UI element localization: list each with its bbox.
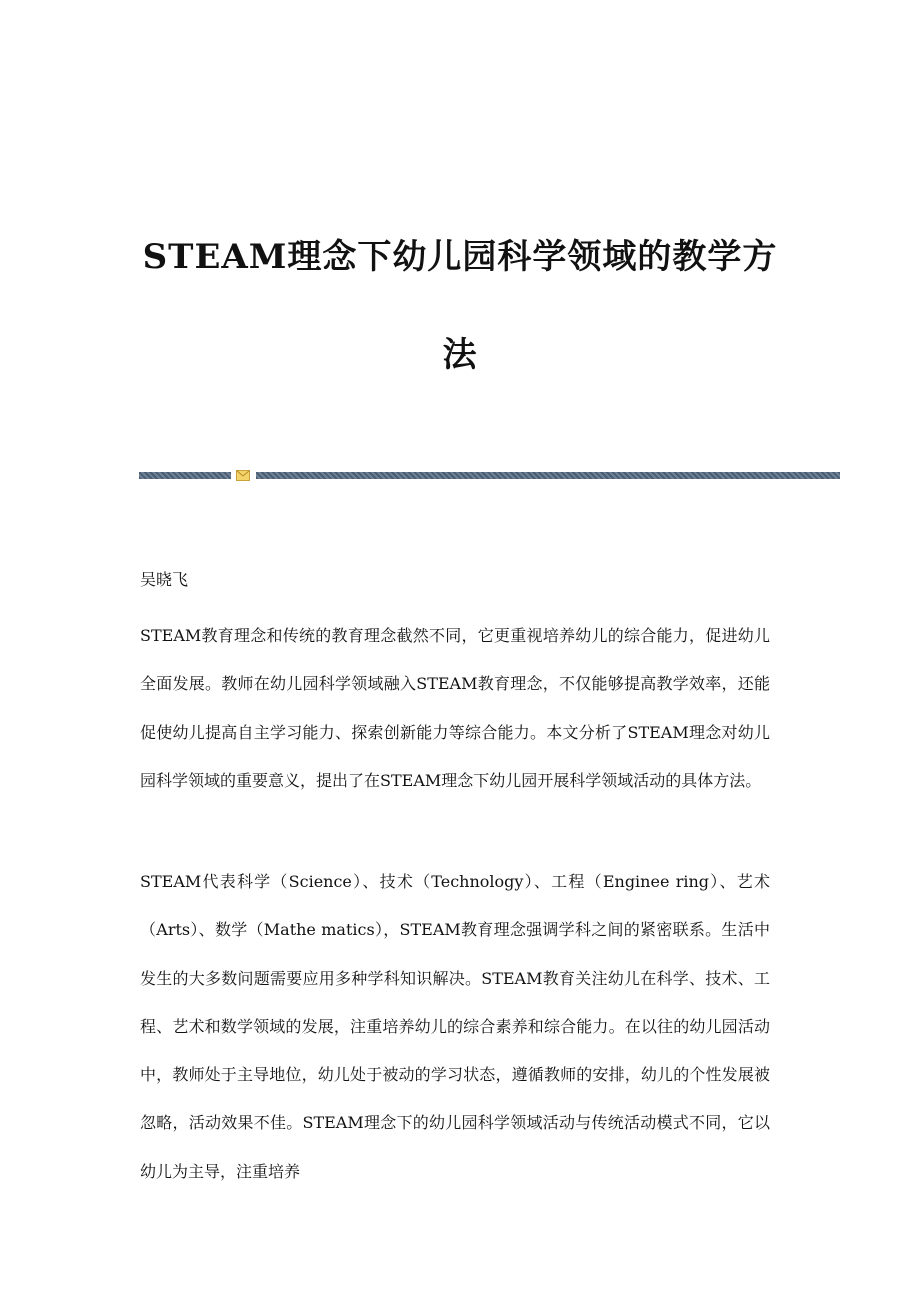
envelope-icon xyxy=(236,470,250,481)
divider-bar-right xyxy=(256,472,840,479)
divider-bar-left xyxy=(139,472,231,479)
author-name: 吴晓飞 xyxy=(140,570,189,589)
body-paragraph: STEAM代表科学（Science）、技术（Technology）、工程（Enginee ring）、艺术（Arts）、数学（Mathe matics），STEAM教育理念强调学科之间的紧密联系。生活中发生的大多数问题需要应用多种学科知识解决。STEAM教育关注幼儿在科学、技术、工程、艺术和数学领域的发展，注重培养幼儿的综合素养和综合能力。在以往的幼儿园活动中，教师处于主导地位，幼儿处于被动的学习状态，遵循教师的安排，幼儿的个性发展被忽略，活动效果不佳。STEAM理念下的幼儿园科学领域活动与传统活动模式不同，它以幼儿为主导，注重培养 xyxy=(140,872,770,1181)
document-title: STEAM理念下幼儿园科学领域的教学方法 xyxy=(142,237,778,375)
abstract-paragraph: STEAM教育理念和传统的教育理念截然不同，它更重视培养幼儿的综合能力，促进幼儿全面发展。教师在幼儿园科学领域融入STEAM教育理念，不仅能够提高教学效率，还能促使幼儿提高自主学习能力、探索创新能力等综合能力。本文分析了STEAM理念对幼儿园科学领域的重要意义，提出了在STEAM理念下幼儿园开展科学领域活动的具体方法。 xyxy=(140,626,770,790)
title-divider xyxy=(139,471,840,480)
